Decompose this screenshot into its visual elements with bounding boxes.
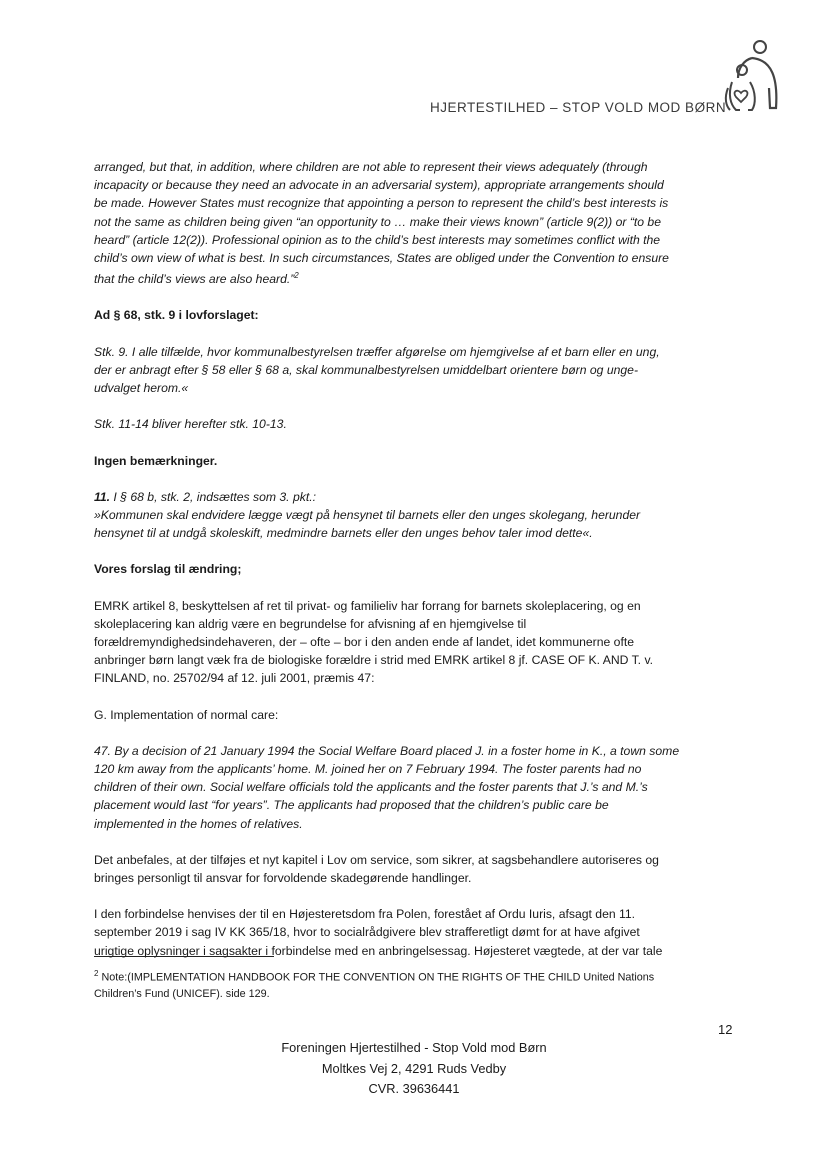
emrk-paragraph: EMRK artikel 8, beskyttelsen af ret til privat- og familieliv har forrang for barnets skoleplacering, og en skoleplacering kan aldrig være en begrundelse for afvisning af en hjemgivelse til forældremyndighedsindehaveren, der – ofte – bor i den anden ende af landet, idet kommunerne ofte anbringer børn langt væk fra de biologiske forældre i strid med EMRK artikel 8 jf. CASE OF K. AND T. v. FINLAND, no. 25702/94 af 12. juli 2001, præmis 47: [94,598,654,686]
g-heading: G. Implementation of normal care: [94,707,279,722]
quote-line: incapacity or because they need an advocate in an adversarial system), appropriate arrangements should [94,178,664,193]
ingen-bemaerkninger: Ingen bemærkninger. [94,453,218,468]
page-footer [0,1038,828,1100]
heading-vores-forslag: Vores forslag til ændring; [94,562,242,577]
quote-line: heard” (article 12(2)). Professional opinion as to the child’s best interests may sometimes conflict with the [94,232,661,247]
page-number: 12 [718,1022,733,1037]
footer-org-name: Foreningen Hjertestilhed - Stop Vold mod Børn [281,1040,547,1055]
document-body [94,158,730,960]
footnote: $^2$ Note:(IMPLEMENTATION HANDBOOK FOR THE CONVENTION ON THE RIGHTS OF THE CHILD United Nations Children’s Fund (UNICEF). side 129. [94,969,655,1001]
crc-quote [94,158,730,288]
item-11: 11. I § 68 b, stk. 2, indsættes som 3. pkt.: »Kommunen skal endvidere lægge vægt på hensynet til barnets eller den unges skolegang, herunder hensynet til at undgå skoleskift, medmindre barnets eller den unges behov taler imod dette«. [94,489,641,541]
footnote-number: 2 [94,969,99,978]
footnote-ref: 2 [294,271,299,281]
family-figures-heart-icon [722,38,782,118]
quote-line: arranged, but that, in addition, where children are not able to represent their views adequately (through [94,160,648,174]
polen-paragraph: I den forbindelse henvises der til en Højesteretsdom fra Polen, forestået af Ordu Iuris, afsagt den 11. september 2019 i sag IV KK 365/18, hvor to socialrådgivere blev strafferetligt dømt for at have afgivet urigtige oplysninger i sagsakter i forbindelse med en anbringelsessag. Højesteret vægtede, at der var tale [94,907,663,958]
case-paragraph-47: 47. By a decision of 21 January 1994 the Social Welfare Board placed J. in a foster home in K., a town some 120 km away from the applicants’ home. M. joined her on 7 February 1994. The foster parents had no children of their own. Social welfare officials told the applicants and the foster parents that J.’s and M.’s placement would last “for years”. The applicants had proposed that the children’s public care be implemented in the homes of relatives. [94,743,680,831]
footnote-separator [94,956,274,957]
quote-line: not the same as children being given “an opportunity to … make their views known” (article 9(2)) or “to be [94,214,661,229]
quote-line: child’s own view of what is best. In such circumstances, States are obliged under the Convention to ensure [94,251,669,266]
anbefales-paragraph: Det anbefales, at der tilføjes et nyt kapitel i Lov om service, som sikrer, at sagsbehandlere autoriseres og bringes personligt til ansvar for forvoldende skadegørende handlinger. [94,852,659,885]
quote-line: that the child’s views are also heard.”$^2$ [94,271,299,287]
footer-address: Moltkes Vej 2, 4291 Ruds Vedby [321,1060,507,1076]
stk11-text: Stk. 11-14 bliver herefter stk. 10-13. [94,417,287,432]
header-title: HJERTESTILHED – STOP VOLD MOD BØRN [430,100,727,115]
heading-ad-68: Ad § 68, stk. 9 i lovforslaget: [94,308,259,323]
quote-line: be made. However States must recognize that appointing a person to represent the child’s best interests is [94,196,669,211]
stk9-text: Stk. 9. I alle tilfælde, hvor kommunalbestyrelsen træffer afgørelse om hjemgivelse af et barn eller en ung, der er anbragt efter § 58 eller § 68 a, skal kommunalbestyrelsen umiddelbart orientere børn og unge- udvalget herom.« [94,344,660,396]
footer-cvr: CVR. 39636441 [368,1081,460,1096]
